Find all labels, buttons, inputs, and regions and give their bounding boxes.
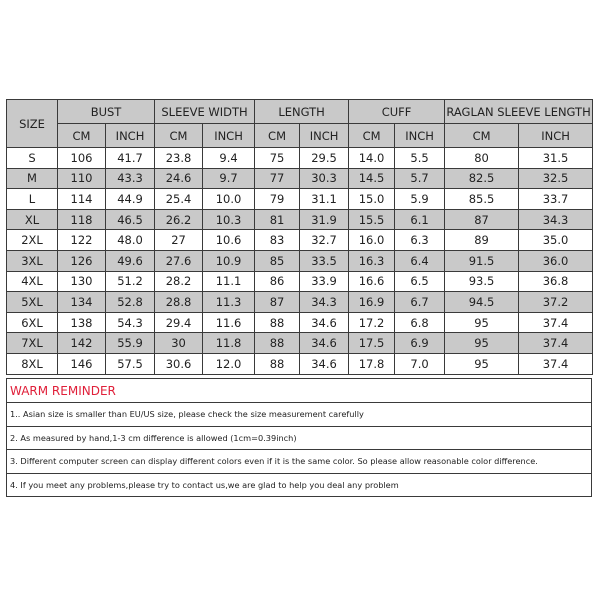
measurement-cell: 142 <box>58 333 106 354</box>
measurement-cell: 5.5 <box>395 148 445 169</box>
measurement-cell: 33.5 <box>300 250 349 271</box>
size-cell: 4XL <box>7 271 58 292</box>
size-cell: L <box>7 189 58 210</box>
measurement-cell: 34.3 <box>519 209 593 230</box>
measurement-cell: 30.6 <box>155 353 203 374</box>
measurement-cell: 6.3 <box>395 230 445 251</box>
unit-header: CM <box>445 124 519 148</box>
measurement-cell: 11.6 <box>203 312 255 333</box>
measurement-cell: 88 <box>255 353 300 374</box>
measurement-cell: 88 <box>255 333 300 354</box>
measurement-cell: 5.9 <box>395 189 445 210</box>
measurement-cell: 27 <box>155 230 203 251</box>
measurement-cell: 95 <box>445 333 519 354</box>
measurement-cell: 37.4 <box>519 353 593 374</box>
measurement-cell: 10.9 <box>203 250 255 271</box>
unit-header: INCH <box>106 124 155 148</box>
measurement-cell: 44.9 <box>106 189 155 210</box>
measurement-cell: 14.0 <box>349 148 395 169</box>
unit-header: INCH <box>395 124 445 148</box>
measurement-cell: 87 <box>445 209 519 230</box>
measurement-cell: 87 <box>255 292 300 313</box>
size-cell: 8XL <box>7 353 58 374</box>
measurement-cell: 10.6 <box>203 230 255 251</box>
measurement-cell: 31.9 <box>300 209 349 230</box>
size-cell: M <box>7 168 58 189</box>
measurement-cell: 35.0 <box>519 230 593 251</box>
measurement-cell: 54.3 <box>106 312 155 333</box>
cuff-header: CUFF <box>349 100 445 124</box>
measurement-cell: 34.6 <box>300 333 349 354</box>
measurement-cell: 57.5 <box>106 353 155 374</box>
measurement-cell: 81 <box>255 209 300 230</box>
size-cell: 5XL <box>7 292 58 313</box>
unit-header: CM <box>255 124 300 148</box>
measurement-cell: 15.5 <box>349 209 395 230</box>
measurement-cell: 12.0 <box>203 353 255 374</box>
measurement-cell: 122 <box>58 230 106 251</box>
measurement-cell: 52.8 <box>106 292 155 313</box>
measurement-cell: 23.8 <box>155 148 203 169</box>
measurement-cell: 86 <box>255 271 300 292</box>
unit-header: INCH <box>519 124 593 148</box>
measurement-cell: 30.3 <box>300 168 349 189</box>
measurement-cell: 7.0 <box>395 353 445 374</box>
measurement-cell: 9.4 <box>203 148 255 169</box>
measurement-cell: 32.7 <box>300 230 349 251</box>
unit-header: INCH <box>203 124 255 148</box>
table-row <box>7 292 593 313</box>
measurement-cell: 36.0 <box>519 250 593 271</box>
length-header: LENGTH <box>255 100 349 124</box>
measurement-cell: 79 <box>255 189 300 210</box>
measurement-cell: 37.4 <box>519 312 593 333</box>
unit-header: CM <box>349 124 395 148</box>
measurement-cell: 6.7 <box>395 292 445 313</box>
measurement-cell: 36.8 <box>519 271 593 292</box>
measurement-cell: 31.5 <box>519 148 593 169</box>
table-row <box>7 271 593 292</box>
unit-header: CM <box>58 124 106 148</box>
size-cell: 2XL <box>7 230 58 251</box>
measurement-cell: 118 <box>58 209 106 230</box>
header-group-row <box>7 100 593 124</box>
measurement-cell: 85 <box>255 250 300 271</box>
measurement-cell: 146 <box>58 353 106 374</box>
measurement-cell: 34.6 <box>300 353 349 374</box>
measurement-cell: 17.8 <box>349 353 395 374</box>
reminder-note: 1.. Asian size is smaller than EU/US size, please check the size measurement carefully <box>7 403 592 427</box>
measurement-cell: 10.0 <box>203 189 255 210</box>
measurement-cell: 130 <box>58 271 106 292</box>
measurement-cell: 33.7 <box>519 189 593 210</box>
measurement-cell: 95 <box>445 353 519 374</box>
measurement-cell: 6.5 <box>395 271 445 292</box>
measurement-cell: 48.0 <box>106 230 155 251</box>
measurement-cell: 114 <box>58 189 106 210</box>
measurement-cell: 27.6 <box>155 250 203 271</box>
header-unit-row <box>7 124 593 148</box>
measurement-cell: 25.4 <box>155 189 203 210</box>
size-cell: XL <box>7 209 58 230</box>
measurement-cell: 55.9 <box>106 333 155 354</box>
measurement-cell: 11.1 <box>203 271 255 292</box>
measurement-cell: 91.5 <box>445 250 519 271</box>
size-cell: 6XL <box>7 312 58 333</box>
measurement-cell: 126 <box>58 250 106 271</box>
measurement-cell: 89 <box>445 230 519 251</box>
measurement-cell: 95 <box>445 312 519 333</box>
measurement-cell: 30 <box>155 333 203 354</box>
table-row <box>7 353 593 374</box>
measurement-cell: 28.8 <box>155 292 203 313</box>
size-cell: S <box>7 148 58 169</box>
measurement-cell: 37.4 <box>519 333 593 354</box>
reminder-note: 4. If you meet any problems,please try to contact us,we are glad to help you deal any problem <box>7 473 592 497</box>
measurement-cell: 16.9 <box>349 292 395 313</box>
measurement-cell: 51.2 <box>106 271 155 292</box>
measurement-cell: 6.4 <box>395 250 445 271</box>
reminder-note: 3. Different computer screen can display different colors even if it is the same color. So please allow reasonable color difference. <box>7 450 592 474</box>
measurement-cell: 94.5 <box>445 292 519 313</box>
measurement-cell: 77 <box>255 168 300 189</box>
measurement-cell: 29.4 <box>155 312 203 333</box>
measurement-cell: 80 <box>445 148 519 169</box>
measurement-cell: 31.1 <box>300 189 349 210</box>
measurement-cell: 34.6 <box>300 312 349 333</box>
size-header: SIZE <box>7 100 58 148</box>
measurement-cell: 26.2 <box>155 209 203 230</box>
raglan-sleeve-length-header: RAGLAN SLEEVE LENGTH <box>445 100 593 124</box>
measurement-cell: 17.2 <box>349 312 395 333</box>
measurement-cell: 83 <box>255 230 300 251</box>
size-cell: 7XL <box>7 333 58 354</box>
table-row <box>7 168 593 189</box>
measurement-cell: 9.7 <box>203 168 255 189</box>
measurement-cell: 11.8 <box>203 333 255 354</box>
measurement-cell: 75 <box>255 148 300 169</box>
table-row <box>7 333 593 354</box>
unit-header: CM <box>155 124 203 148</box>
table-row <box>7 312 593 333</box>
table-row <box>7 148 593 169</box>
measurement-cell: 6.9 <box>395 333 445 354</box>
measurement-cell: 24.6 <box>155 168 203 189</box>
measurement-cell: 134 <box>58 292 106 313</box>
measurement-cell: 6.8 <box>395 312 445 333</box>
warm-reminder <box>6 378 592 497</box>
measurement-cell: 16.3 <box>349 250 395 271</box>
reminder-title: WARM REMINDER <box>7 379 592 403</box>
measurement-cell: 5.7 <box>395 168 445 189</box>
measurement-cell: 28.2 <box>155 271 203 292</box>
measurement-cell: 16.6 <box>349 271 395 292</box>
table-row <box>7 209 593 230</box>
measurement-cell: 106 <box>58 148 106 169</box>
measurement-cell: 34.3 <box>300 292 349 313</box>
measurement-cell: 85.5 <box>445 189 519 210</box>
measurement-cell: 10.3 <box>203 209 255 230</box>
size-cell: 3XL <box>7 250 58 271</box>
measurement-cell: 138 <box>58 312 106 333</box>
measurement-cell: 49.6 <box>106 250 155 271</box>
measurement-cell: 29.5 <box>300 148 349 169</box>
size-chart-table <box>6 99 593 375</box>
measurement-cell: 82.5 <box>445 168 519 189</box>
measurement-cell: 46.5 <box>106 209 155 230</box>
table-row <box>7 250 593 271</box>
measurement-cell: 15.0 <box>349 189 395 210</box>
reminder-note: 2. As measured by hand,1-3 cm difference is allowed (1cm=0.39inch) <box>7 426 592 450</box>
measurement-cell: 17.5 <box>349 333 395 354</box>
measurement-cell: 41.7 <box>106 148 155 169</box>
measurement-cell: 14.5 <box>349 168 395 189</box>
measurement-cell: 11.3 <box>203 292 255 313</box>
sleeve-width-header: SLEEVE WIDTH <box>155 100 255 124</box>
bust-header: BUST <box>58 100 155 124</box>
table-row <box>7 189 593 210</box>
measurement-cell: 37.2 <box>519 292 593 313</box>
measurement-cell: 33.9 <box>300 271 349 292</box>
measurement-cell: 16.0 <box>349 230 395 251</box>
measurement-cell: 93.5 <box>445 271 519 292</box>
measurement-cell: 6.1 <box>395 209 445 230</box>
measurement-cell: 110 <box>58 168 106 189</box>
unit-header: INCH <box>300 124 349 148</box>
measurement-cell: 32.5 <box>519 168 593 189</box>
measurement-cell: 88 <box>255 312 300 333</box>
measurement-cell: 43.3 <box>106 168 155 189</box>
table-row <box>7 230 593 251</box>
